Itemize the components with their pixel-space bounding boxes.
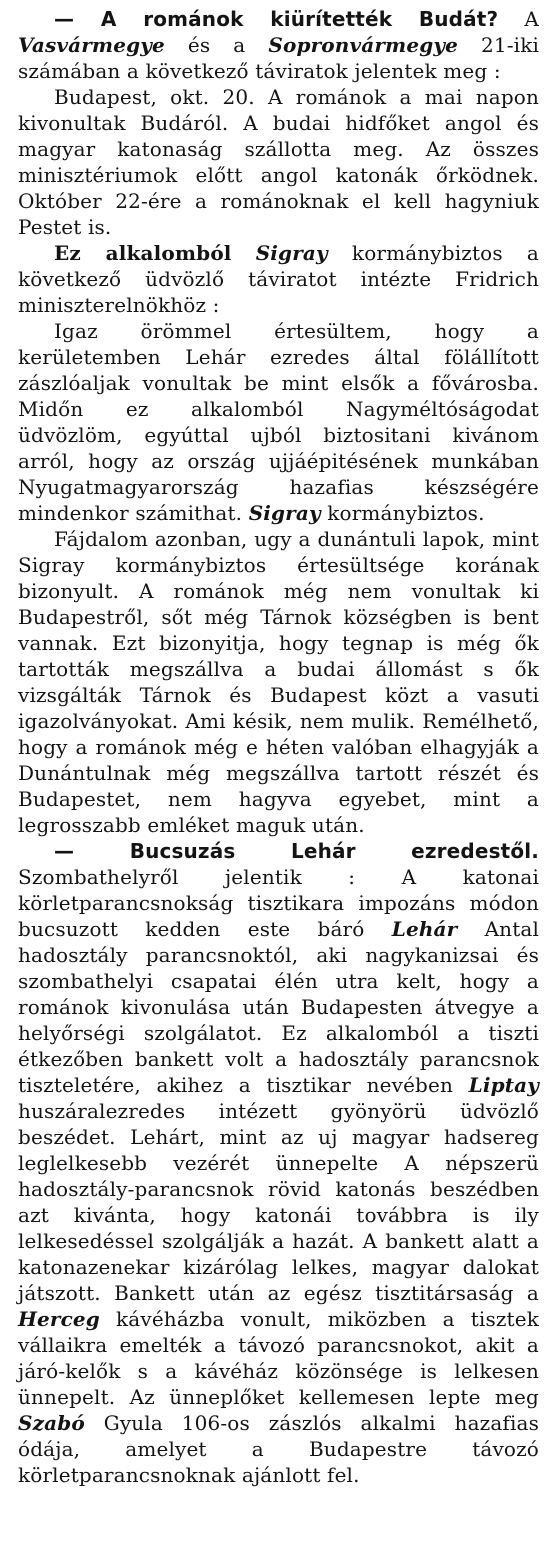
article-farewell-lehar xyxy=(18,838,539,1488)
article1-intro-c: 21-iki számában a következő táviratok jelentek meg : xyxy=(18,33,540,83)
article2-text-4: kávéházba vonult, miközben a tisztek vállaikra emelték a távozó parancsnokot, akit a járó-kelők s a kávéház közönsége is lelkesen ünnepelt. Az ünneplőket kellemesen lepte meg xyxy=(18,1307,539,1409)
article1-intro-a: A xyxy=(524,7,539,31)
name-lehar: Lehár xyxy=(391,917,458,941)
article2-text-5: Gyula 106-os zászlós alkalmi hazafias ódája, amelyet a Budapestre távozó körletparancsnoknak ajánlott fel. xyxy=(18,1411,540,1487)
telegram-budapest: Budapest, okt. 20. A románok a mai napon kivonultak Budáról. A budai hidfőket angol és magyar katonaság szállotta meg. Az összes minisztériumok előtt angol katonák őrködnek. Október 22-ére a románoknak el kell hagyniuk Pestet is. xyxy=(18,85,539,239)
name-herceg: Herceg xyxy=(18,1307,100,1331)
name-szabo: Szabó xyxy=(18,1411,85,1435)
article2-text-3: huszáralezredes intézett gyönyörü üdvözlő beszédet. Lehárt, mint az uj magyar hadsereg leglelkesebb vezérét ünnepelte A népszerü hadosztály-parancsnok rövid katonás beszédben azt kivánta, hogy katonái továbbra is ily lelkesedéssel szolgálják a hazát. A bankett alatt a katonazenekar kizárólag lelkes, magyar dalokat játszott. Bankett után az egész tisztitársaság a xyxy=(18,1099,539,1305)
sigray-name: Sigray xyxy=(255,241,328,265)
article1-intro-b: és a xyxy=(187,33,246,57)
source-sopronvarmegye: Sopronvármegye xyxy=(268,33,458,57)
article2-headline: — Bucsuzás Lehár ezredestől. xyxy=(54,839,539,863)
sigray-signature-title: kormánybiztos. xyxy=(327,501,485,525)
article2-text-1: Szombathelyről jelentik : A katonai körletparancsnokság tisztikara impozáns módon bucsuzott kedden este báró xyxy=(18,865,539,941)
article1-intro xyxy=(18,6,539,84)
sigray-telegram-body: Igaz örömmel értesültem, hogy a kerületemben Lehár ezredes által fölállított zászlóaljak vonultak be mint elsők a fővárosba. Midőn ez alkalomból Nagyméltóságodat üdvözlöm, egyúttal ujból biztositani kivánom arról, hogy az ország ujjáépitésének munkában Nyugatmagyarország hazafias készségére mindenkor számithat. xyxy=(18,319,539,525)
sigray-intro-b: kormánybiztos a következő üdvözlő táviratot intézte Fridrich miniszterelnökhöz : xyxy=(18,241,539,317)
article2-body xyxy=(18,838,539,1488)
editorial-comment: Fájdalom azonban, ugy a dunántuli lapok, mint Sigray kormánybiztos értesültsége korának bizonyult. A románok még nem vonultak ki Budapestről, sőt még Tárnok községben is bent vannak. Ezt bizonyitja, hogy tegnap is még ők tartották megszállva a budai állomást s ők vizsgálták Tárnok és Budapest közt a vasuti igazolványokat. Ami késik, nem mulik. Remélhető, hogy a románok még e héten valóban elhagyják a Dunántulnak még megszállva tartott részét és Budapestet, nem hagyva egyebet, mint a legrosszabb emléket maguk után. xyxy=(18,527,539,837)
source-vasvarmegye: Vasvármegye xyxy=(18,33,165,57)
article-romanians-leave-buda xyxy=(18,6,539,838)
sigray-intro-a: Ez alkalomból xyxy=(54,241,232,265)
name-liptay: Liptay xyxy=(468,1073,540,1097)
sigray-signature: Sigray xyxy=(248,501,321,525)
sigray-telegram-text xyxy=(18,318,539,526)
article2-text-2: Antal hadosztály parancsnoktól, aki nagykanizsai és szombathelyi csapatai élén utra kelt, hogy a románok kivonulása után Budapesten átvegye a helyőrségi szolgálatot. Ez alkalomból a tiszti étkezőben bankett volt a hadosztály parancsnok tiszteletére, akihez a tisztikar nevében xyxy=(18,917,540,1097)
sigray-telegram-intro xyxy=(18,240,539,318)
article1-headline: — A románok kiürítették Budát? xyxy=(54,7,499,31)
